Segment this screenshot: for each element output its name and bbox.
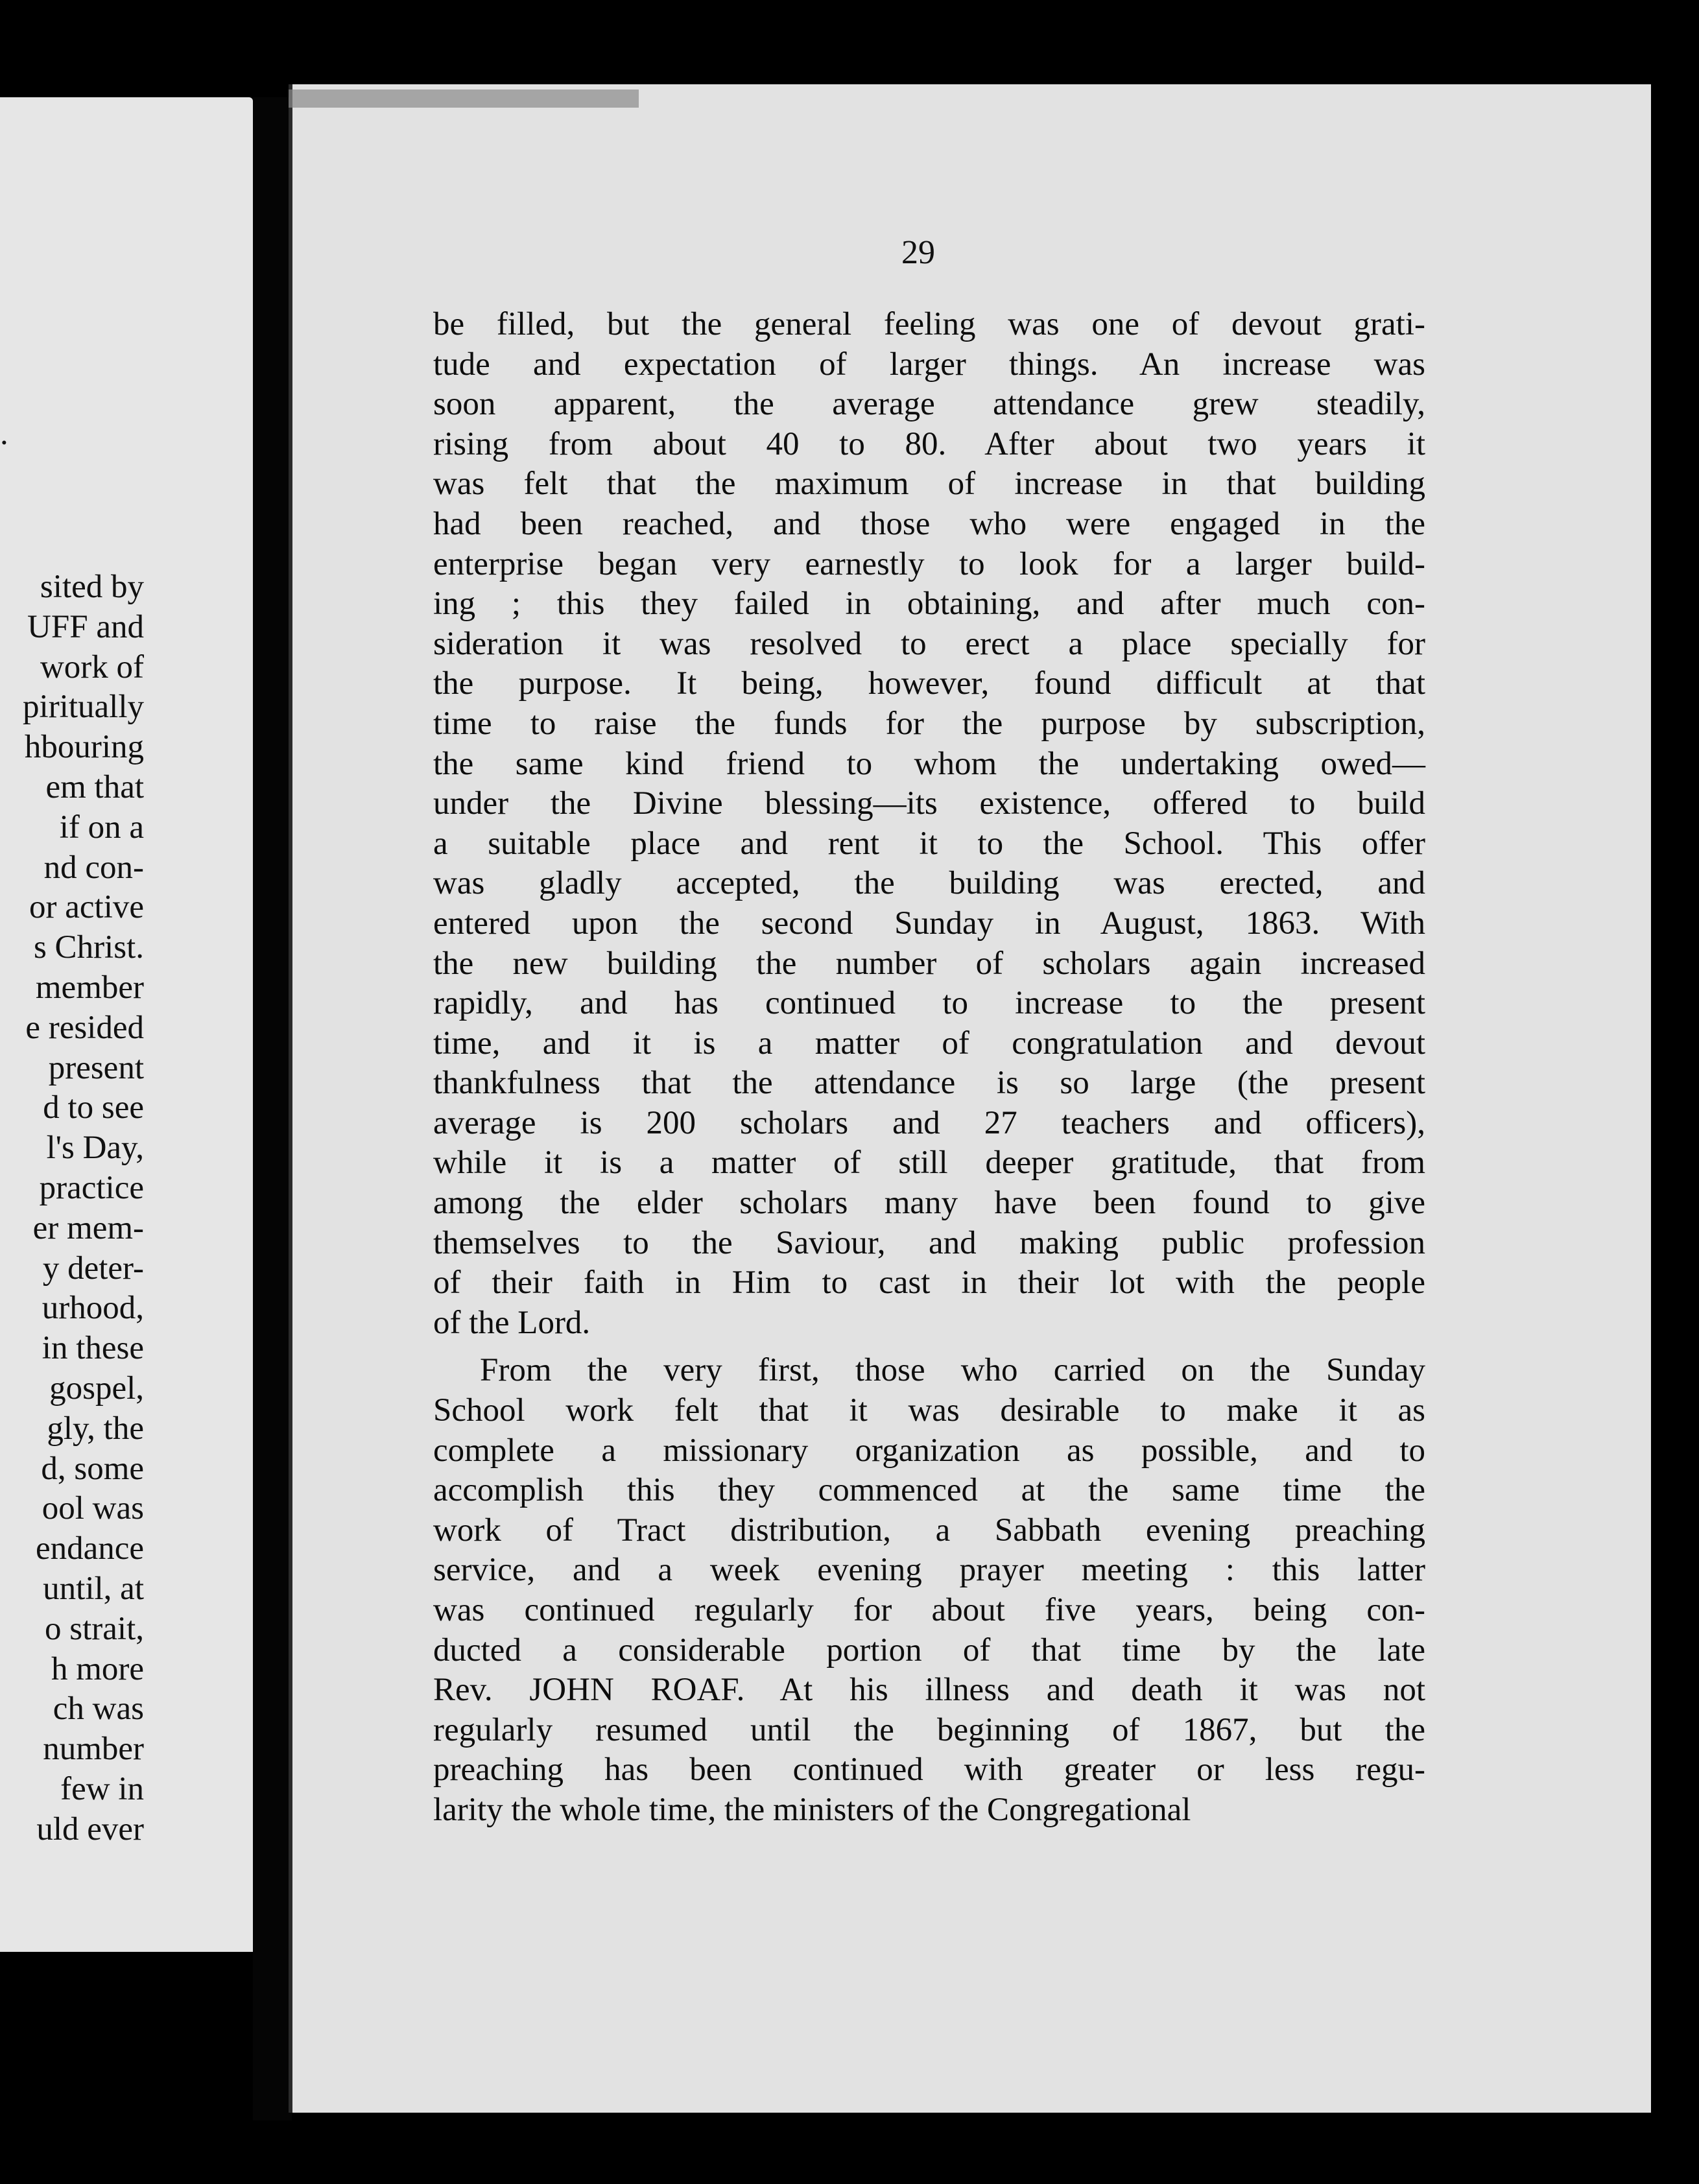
left-page-text (0, 567, 144, 1850)
left-page-line: practice (39, 1169, 144, 1206)
paragraph-1 (433, 305, 1425, 1343)
left-page-line: hbouring (24, 729, 144, 766)
text-line: had been reached, and those who were engaged in the (433, 505, 1425, 542)
left-page-line: er mem- (32, 1209, 144, 1246)
left-page-line: ool was (42, 1490, 144, 1527)
left-page-line: l's Day, (46, 1130, 144, 1167)
text-line: sideration it was resolved to erect a place specially for (433, 625, 1425, 662)
left-page-line: endance (35, 1530, 144, 1567)
left-page-line: member (35, 969, 144, 1006)
left-page-line: urhood, (42, 1290, 144, 1327)
text-line: service, and a week evening prayer meeting : this latter (433, 1552, 1425, 1589)
text-line: of the Lord. (433, 1304, 591, 1341)
text-line: average is 200 scholars and 27 teachers and officers), (433, 1104, 1425, 1141)
left-page-line: few in (60, 1770, 144, 1807)
text-line: tude and expectation of larger things. An increase was (433, 346, 1425, 383)
text-line: was continued regularly for about five years, being con- (433, 1592, 1425, 1628)
left-page-line: y deter- (42, 1250, 144, 1287)
page-edge-shadow (289, 89, 639, 108)
text-line: under the Divine blessing—its existence, offered to build (433, 785, 1425, 822)
left-page-stray-mark: . (0, 416, 8, 452)
text-line: the same kind friend to whom the undertaking owed— (433, 745, 1425, 782)
text-line: time, and it is a matter of congratulation and devout (433, 1025, 1425, 1062)
text-line: work of Tract distribution, a Sabbath evening preaching (433, 1512, 1425, 1549)
left-page-line: if on a (59, 809, 144, 846)
left-page-line: or active (29, 889, 144, 926)
text-line: entered upon the second Sunday in August, 1863. With (433, 905, 1425, 942)
page-number: 29 (901, 234, 935, 271)
left-page-line: d, some (41, 1450, 144, 1487)
text-line: of their faith in Him to cast in their lot with the people (433, 1264, 1425, 1301)
left-page-line: s Christ. (33, 929, 144, 966)
left-page-line: em that (45, 768, 144, 805)
text-line: rapidly, and has continued to increase to the present (433, 985, 1425, 1022)
left-page-line: gospel, (49, 1370, 144, 1407)
left-page-line: h more (51, 1650, 144, 1687)
text-line: be filled, but the general feeling was one of devout grati- (433, 306, 1425, 342)
left-page-line: uld ever (36, 1810, 144, 1847)
text-line: complete a missionary organization as possible, and to (433, 1432, 1425, 1469)
text-line: while it is a matter of still deeper gratitude, that from (433, 1145, 1425, 1181)
text-line: ing ; this they failed in obtaining, and after much con- (433, 586, 1425, 623)
left-page-line: in these (42, 1330, 144, 1367)
book-gutter (253, 97, 292, 2120)
text-line: School work felt that it was desirable to make it as (433, 1392, 1425, 1429)
body-text (433, 305, 1425, 1831)
text-line: a suitable place and rent it to the School. This offer (433, 825, 1425, 862)
text-line: From the very first, those who carried on the Sunday (480, 1352, 1425, 1389)
left-page-line: sited by (40, 569, 144, 605)
text-line: enterprise began very earnestly to look for a larger build- (433, 545, 1425, 582)
left-page-line: nd con- (43, 849, 144, 886)
left-page-line: UFF and (27, 608, 144, 645)
left-page-line: e resided (25, 1009, 144, 1046)
left-page (0, 97, 253, 1952)
text-line: rising from about 40 to 80. After about two years it (433, 425, 1425, 462)
left-page-line: o strait, (45, 1610, 144, 1647)
left-page-line: work of (40, 648, 144, 685)
left-page-line: piritually (23, 689, 144, 726)
left-page-line: until, at (43, 1570, 144, 1607)
text-line: larity the whole time, the ministers of the Congregational (433, 1791, 1191, 1828)
text-line: soon apparent, the average attendance grew steadily, (433, 386, 1425, 423)
left-page-line: number (43, 1731, 144, 1768)
left-page-line: d to see (43, 1089, 144, 1126)
text-line: among the elder scholars many have been found to give (433, 1185, 1425, 1222)
text-line: the purpose. It being, however, found difficult at that (433, 665, 1425, 702)
left-page-line: present (48, 1049, 144, 1086)
text-line: Rev. JOHN ROAF. At his illness and death it was not (433, 1672, 1425, 1709)
text-line: thankfulness that the attendance is so large (the present (433, 1065, 1425, 1102)
text-line: regularly resumed until the beginning of 1867, but the (433, 1711, 1425, 1748)
text-line: the new building the number of scholars again increased (433, 945, 1425, 982)
text-line: themselves to the Saviour, and making public profession (433, 1224, 1425, 1261)
text-line: preaching has been continued with greater or less regu- (433, 1751, 1425, 1788)
paragraph-2 (433, 1351, 1425, 1830)
text-line: accomplish this they commenced at the same time the (433, 1472, 1425, 1509)
text-line: ducted a considerable portion of that time by the late (433, 1632, 1425, 1668)
text-line: was gladly accepted, the building was erected, and (433, 865, 1425, 902)
text-line: time to raise the funds for the purpose by subscription, (433, 705, 1425, 742)
left-page-line: ch was (53, 1691, 144, 1727)
text-line: was felt that the maximum of increase in that building (433, 466, 1425, 503)
left-page-line: gly, the (47, 1410, 144, 1447)
